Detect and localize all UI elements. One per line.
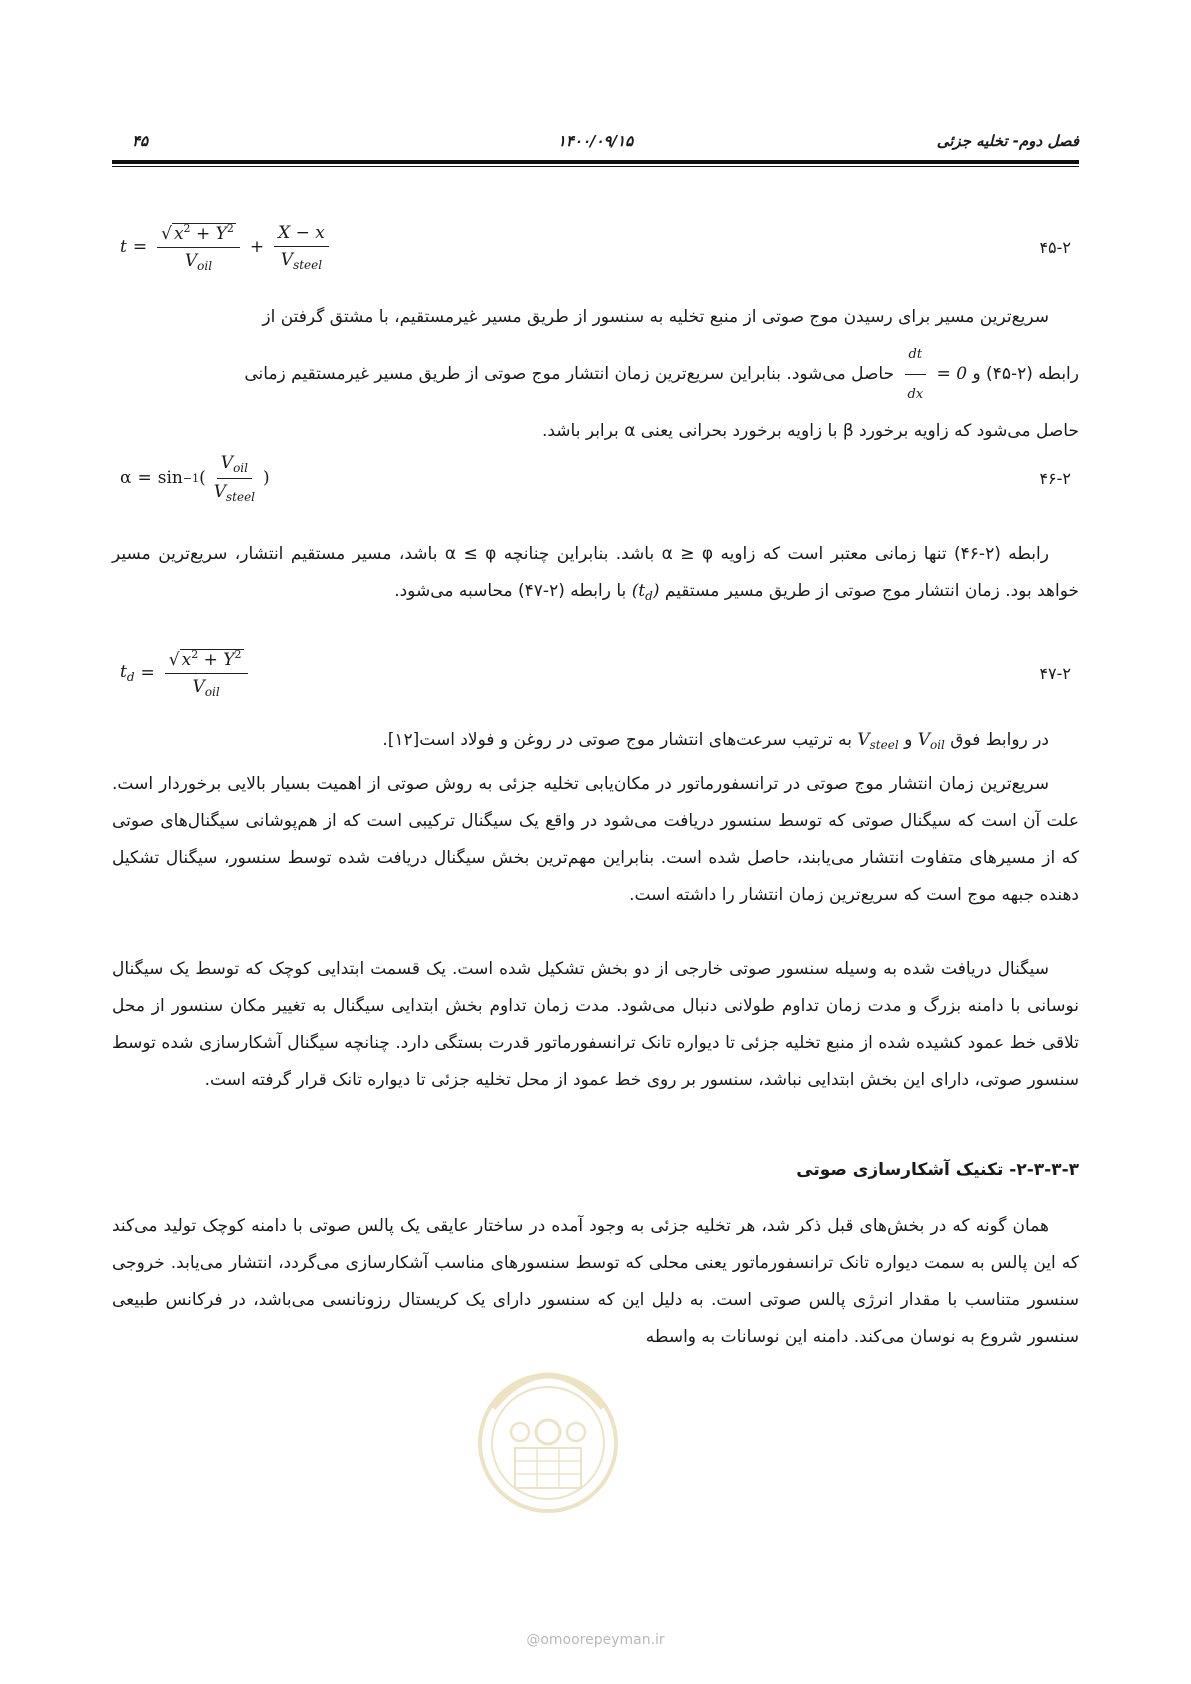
page-number: ۴۵ <box>132 132 149 150</box>
footer-watermark: @omoorepeyman.ir <box>526 1632 665 1648</box>
chapter-title: فصل دوم- تخلیه جزئی <box>936 132 1079 150</box>
inline-derivative: $\frac{dt}{dx}$ = 0 <box>900 364 968 384</box>
paragraph-1 <box>112 299 1079 450</box>
inline-td: $(t_d)$ <box>631 581 660 603</box>
header-date: ۱۴۰۰/۰۹/۱۵ <box>557 132 634 150</box>
paragraph-3: در روابط فوق $V_{oil}$ و $V_{steel}$ به ترتیب سرعت‌های انتشار موج صوتی در روغن و فولاد است[۱۲]. <box>382 730 1049 752</box>
page-header <box>112 132 1079 154</box>
header-rule-thick <box>112 160 1079 164</box>
stamp-logo-icon <box>473 1348 623 1528</box>
paragraph-4: سریع‌ترین زمان انتشار موج صوتی در ترانسفورماتور در مکان‌یابی تخلیه جزئی به روش صوتی از اهمیت بسیار بالایی برخوردار است. علت آن است که سیگنال صوتی که توسط سنسور دریافت می‌شود در واقع یک سیگنال ترکیبی است که از هم‌پوشانی سیگنال‌های صوتی که از مسیرهای متفاوت انتشار می‌یابند، حاصل شده است. بنابراین مهم‌ترین بخش سیگنال دریافت شده توسط سنسور، سیگنال تشکیل دهنده جبهه موج است که سریع‌ترین زمان انتشار را داشته است. <box>112 774 1079 905</box>
paragraph-1-line-3: حاصل می‌شود که زاویه برخورد β با زاویه برخورد بحرانی یعنی α برابر باشد. <box>541 421 1079 441</box>
equation-45-math: t = $\frac{√ x^2 + Y^2}{V_{oil}}$ + $\frac{X - x}{V_{steel}}$ <box>120 212 333 282</box>
equation-47 <box>112 638 1079 708</box>
equation-46 <box>112 443 1079 513</box>
equation-46-math: α = sin −1 ( $\frac{V_{oil}}{V_{steel}}$ ) <box>120 452 270 504</box>
paragraph-1-line-1: سریع‌ترین مسیر برای رسیدن موج صوتی از منبع تخلیه به سنسور از طریق مسیر غیرمستقیم، با مشتق گرفتن از <box>262 307 1049 327</box>
paragraph-6: همان گونه که در بخش‌های قبل ذکر شد، هر تخلیه جزئی به وجود آمده در ساختار عایقی یک پالس صوتی با دامنه کوچک تولید می‌کند که این پالس به سمت دیواره تانک ترانسفورماتور یعنی محلی که توسط سنسورهای مناسب آشکارسازی می‌گردد، انتشار می‌یابد. خروجی سنسور متناسب با مقدار انرژی پالس صوتی است. به دلیل این که سنسور دارای یک کریستال رزونانسی می‌باشد، در فرکانس طبیعی سنسور شروع به نوسان می‌کند. دامنه این نوسانات به واسطه <box>112 1216 1079 1347</box>
equation-number: ۴۶-۲ <box>1039 468 1071 488</box>
fraction-1: $\frac{√ x^2 + Y^2}{V_{oil}}$ <box>157 222 240 273</box>
equation-number: ۴۵-۲ <box>1039 237 1071 257</box>
equation-45 <box>112 212 1079 282</box>
fraction-4: $\frac{√ x^2 + Y^2}{V_{oil}}$ <box>165 648 248 699</box>
equation-47-math: $t_d$ = $\frac{√ x^2 + Y^2}{V_{oil}}$ <box>120 638 252 708</box>
section-heading: ۲-۳-۳-۳- تکنیک آشکارسازی صوتی <box>796 1160 1079 1180</box>
paragraph-1-line-2: رابطه (۲-۴۵) و $\frac{dt}{dx}$ = 0 حاصل می‌شود. بنابراین سریع‌ترین زمان انتشار موج صوتی از طریق مسیر غیرمستقیم زمانی <box>112 336 1079 413</box>
header-rule-thin <box>112 166 1079 167</box>
fraction-3: $\frac{V_{oil}}{V_{steel}}$ <box>213 452 256 504</box>
equation-number: ۴۷-۲ <box>1039 663 1071 683</box>
paragraph-5: سیگنال دریافت شده به وسیله سنسور صوتی خارجی از دو بخش تشکیل شده است. یک قسمت ابتدایی کوچک که توسط یک سیگنال نوسانی با دامنه بزرگ و مدت زمان تداوم طولانی دنبال می‌شود. مدت زمان تداوم بخش ابتدایی سیگنال به تغییر مکان سنسور از محل تلاقی خط عمود کشیده شده از منبع تخلیه جزئی تا دیواره تانک ترانسفورماتور قدرت بستگی دارد. چنانچه سیگنال آشکارسازی شده توسط سنسور صوتی، دارای این بخش ابتدایی نباشد، سنسور بر روی خط عمود از محل تخلیه جزئی تا دیواره تانک قرار گرفته است. <box>112 959 1079 1090</box>
paragraph-2: رابطه (۲-۴۶) تنها زمانی معتبر است که زاویه α ≥ φ باشد. بنابراین چنانچه α ≤ φ باشد، مسیر مستقیم انتشار، سریع‌ترین مسیر خواهد بود. زمان انتشار موج صوتی از طریق مسیر مستقیم $(t_d)$ با رابطه (۲-۴۷) محاسبه می‌شود. <box>112 544 1079 603</box>
fraction-2: $\frac{X - x}{V_{steel}}$ <box>274 223 329 272</box>
